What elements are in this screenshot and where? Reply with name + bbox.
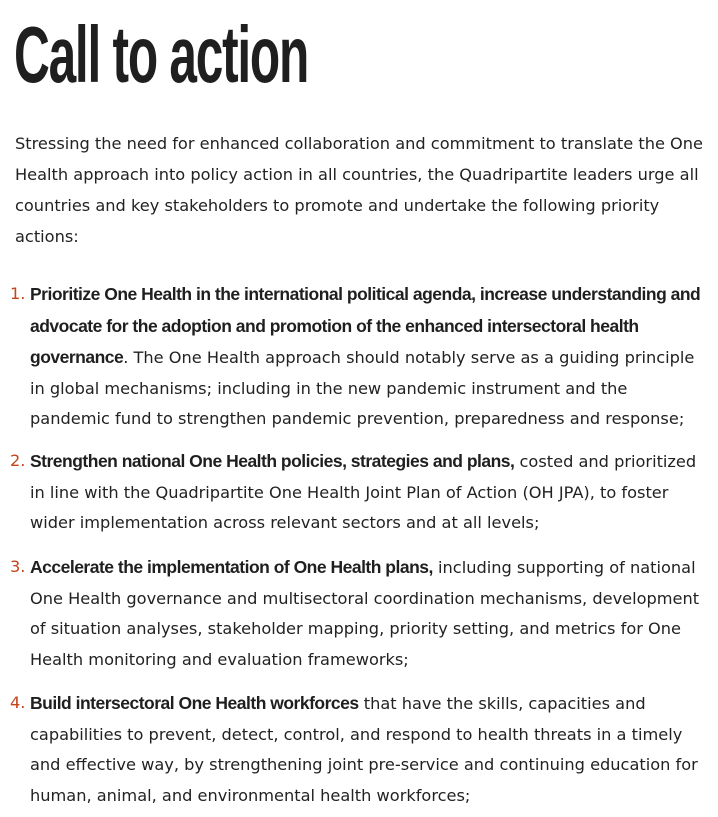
page-title: Call to action — [14, 10, 309, 99]
action-number: 2. — [10, 451, 26, 470]
priority-action-4 — [10, 688, 712, 811]
intro-paragraph: Stressing the need for enhanced collaboration and commitment to translate the One Health approach into policy action in all countries, the Quadripartite leaders urge all countries and key stakeholders to promote and undertake the following priority actions: — [15, 134, 704, 246]
action-number: 1. — [10, 284, 26, 303]
action-number: 3. — [10, 557, 26, 576]
priority-action-2 — [10, 446, 712, 539]
action-heading: Accelerate the implementation of One Health plans, — [30, 557, 433, 577]
action-number: 4. — [10, 693, 26, 712]
action-description: costed and prioritized in line with the Quadripartite One Health Joint Plan of Action (OH JPA), to foster wider implementation across relevant sectors and at all levels; — [30, 452, 697, 533]
action-description: . The One Health approach should notably serve as a guiding principle in global mechanisms; including in the new pandemic instrument and the pandemic fund to strengthen pandemic prevention, preparedness and response; — [30, 348, 695, 429]
action-heading: Prioritize One Health in the international political agenda, increase understanding and advocate for the adoption and promotion of the enhanced intersectoral health governance — [30, 284, 701, 368]
action-heading: Strengthen national One Health policies, strategies and plans, — [30, 451, 515, 471]
action-description: that have the skills, capacities and capabilities to prevent, detect, control, and respond to health threats in a timely and effective way, by strengthening joint pre-service and continuing education for human, animal, and environmental health workforces; — [30, 694, 698, 805]
priority-action-3 — [10, 552, 712, 675]
priority-action-1 — [10, 279, 712, 435]
action-description: including supporting of national One Health governance and multisectoral coordination mechanisms, development of situation analyses, stakeholder mapping, priority setting, and metrics for One Health monitoring and evaluation frameworks; — [30, 558, 700, 669]
action-heading: Build intersectoral One Health workforces — [30, 693, 359, 713]
